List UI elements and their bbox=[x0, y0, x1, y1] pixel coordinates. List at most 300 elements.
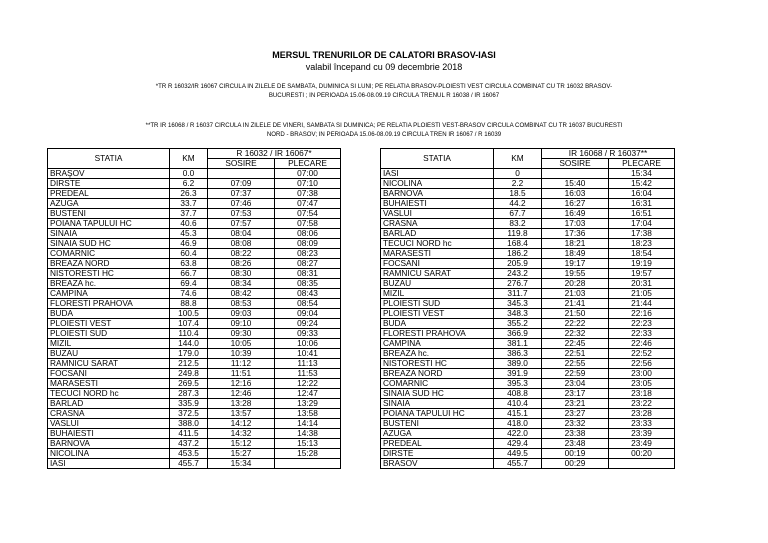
table-row bbox=[48, 209, 341, 219]
arrival-cell: 00:29 bbox=[542, 459, 609, 469]
departure-cell: 15:13 bbox=[275, 439, 341, 449]
timetable-iasi-brasov bbox=[380, 148, 675, 469]
departure-cell: 21:44 bbox=[609, 299, 675, 309]
km-cell: 355.2 bbox=[494, 319, 542, 329]
km-cell: 0.0 bbox=[170, 169, 208, 179]
station-cell: BUDA bbox=[48, 309, 170, 319]
table-row bbox=[48, 259, 341, 269]
km-cell: 119.8 bbox=[494, 229, 542, 239]
arrival-cell: 23:38 bbox=[542, 429, 609, 439]
arrival-cell: 08:04 bbox=[208, 229, 275, 239]
km-cell: 74.6 bbox=[170, 289, 208, 299]
arrival-cell: 10:05 bbox=[208, 339, 275, 349]
km-cell: 411.5 bbox=[170, 429, 208, 439]
arrival-cell: 21:41 bbox=[542, 299, 609, 309]
km-cell: 100.5 bbox=[170, 309, 208, 319]
departure-cell: 14:14 bbox=[275, 419, 341, 429]
station-cell: BARLAD bbox=[381, 229, 494, 239]
km-cell: 372.5 bbox=[170, 409, 208, 419]
table-row bbox=[381, 269, 675, 279]
arrival-cell: 12:46 bbox=[208, 389, 275, 399]
arrival-cell: 22:51 bbox=[542, 349, 609, 359]
km-cell: 83.2 bbox=[494, 219, 542, 229]
departure-cell: 16:04 bbox=[609, 189, 675, 199]
km-cell: 391.9 bbox=[494, 369, 542, 379]
arrival-cell: 13:28 bbox=[208, 399, 275, 409]
km-cell: 144.0 bbox=[170, 339, 208, 349]
table-row bbox=[381, 399, 675, 409]
document-subtitle: valabil începand cu 09 decembrie 2018 bbox=[305, 62, 463, 72]
km-cell: 348.3 bbox=[494, 309, 542, 319]
footnote-1 bbox=[20, 82, 748, 100]
km-cell: 63.8 bbox=[170, 259, 208, 269]
arrival-cell: 16:27 bbox=[542, 199, 609, 209]
departure-cell: 23:22 bbox=[609, 399, 675, 409]
document-title: MERSUL TRENURILOR DE CALATORI BRASOV-IASI bbox=[272, 50, 496, 60]
station-cell: BUHAIESTI bbox=[48, 429, 170, 439]
arrival-cell: 08:53 bbox=[208, 299, 275, 309]
km-cell: 386.3 bbox=[494, 349, 542, 359]
departure-cell: 13:58 bbox=[275, 409, 341, 419]
arrival-cell: 09:10 bbox=[208, 319, 275, 329]
station-cell: PLOIESTI SUD bbox=[48, 329, 170, 339]
station-cell: CAMPINA bbox=[381, 339, 494, 349]
station-cell: SINAIA bbox=[381, 399, 494, 409]
table-row bbox=[48, 359, 341, 369]
timetable-body bbox=[48, 169, 341, 469]
table-row bbox=[381, 199, 675, 209]
station-cell: DIRSTE bbox=[381, 449, 494, 459]
km-cell: 415.1 bbox=[494, 409, 542, 419]
departure-cell: 17:38 bbox=[609, 229, 675, 239]
km-cell: 168.4 bbox=[494, 239, 542, 249]
table-row bbox=[48, 229, 341, 239]
station-cell: NISTORESTI HC bbox=[381, 359, 494, 369]
table-row bbox=[381, 379, 675, 389]
arrival-cell: 22:55 bbox=[542, 359, 609, 369]
table-row bbox=[381, 259, 675, 269]
arrival-cell: 08:34 bbox=[208, 279, 275, 289]
table-row bbox=[381, 209, 675, 219]
departure-cell bbox=[609, 459, 675, 469]
station-cell: POIANA TAPULUI HC bbox=[48, 219, 170, 229]
arrival-cell: 20:28 bbox=[542, 279, 609, 289]
station-cell: BREAZA hc. bbox=[48, 279, 170, 289]
station-cell: COMARNIC bbox=[48, 249, 170, 259]
km-cell: 366.9 bbox=[494, 329, 542, 339]
table-row bbox=[381, 279, 675, 289]
arrival-cell: 08:26 bbox=[208, 259, 275, 269]
table-row bbox=[48, 249, 341, 259]
table-row bbox=[48, 309, 341, 319]
table-row bbox=[381, 179, 675, 189]
arrival-cell: 00:19 bbox=[542, 449, 609, 459]
departure-cell: 15:28 bbox=[275, 449, 341, 459]
table-row bbox=[381, 369, 675, 379]
arrival-cell: 23:21 bbox=[542, 399, 609, 409]
station-cell: BREAZA hc. bbox=[381, 349, 494, 359]
table-row bbox=[381, 429, 675, 439]
table-row bbox=[48, 459, 341, 469]
station-cell: SINAIA SUD HC bbox=[381, 389, 494, 399]
arrival-cell: 21:03 bbox=[542, 289, 609, 299]
arrival-cell: 22:59 bbox=[542, 369, 609, 379]
arrival-cell bbox=[542, 169, 609, 179]
arrival-cell: 11:12 bbox=[208, 359, 275, 369]
departure-cell: 22:16 bbox=[609, 309, 675, 319]
departure-cell: 12:22 bbox=[275, 379, 341, 389]
departure-cell: 07:00 bbox=[275, 169, 341, 179]
departure-cell: 18:23 bbox=[609, 239, 675, 249]
arrival-cell: 15:40 bbox=[542, 179, 609, 189]
table-row bbox=[381, 419, 675, 429]
departure-cell: 09:33 bbox=[275, 329, 341, 339]
station-cell: CAMPINA bbox=[48, 289, 170, 299]
timetable-brasov-iasi bbox=[47, 148, 341, 469]
header-departure: PLECARE bbox=[609, 159, 675, 169]
station-cell: COMARNIC bbox=[381, 379, 494, 389]
station-cell: IASI bbox=[381, 169, 494, 179]
km-cell: 335.9 bbox=[170, 399, 208, 409]
table-row bbox=[48, 439, 341, 449]
table-row bbox=[48, 349, 341, 359]
arrival-cell: 07:53 bbox=[208, 209, 275, 219]
table-row bbox=[48, 449, 341, 459]
departure-cell: 22:33 bbox=[609, 329, 675, 339]
station-cell: BUDA bbox=[381, 319, 494, 329]
table-row bbox=[381, 169, 675, 179]
km-cell: 249.8 bbox=[170, 369, 208, 379]
header-km: KM bbox=[494, 149, 542, 169]
station-cell: AZUGA bbox=[48, 199, 170, 209]
table-row bbox=[48, 179, 341, 189]
station-cell: SINAIA bbox=[48, 229, 170, 239]
table-row bbox=[48, 299, 341, 309]
table-row bbox=[381, 409, 675, 419]
arrival-cell: 18:21 bbox=[542, 239, 609, 249]
km-cell: 110.4 bbox=[170, 329, 208, 339]
arrival-cell: 09:03 bbox=[208, 309, 275, 319]
table-row bbox=[48, 409, 341, 419]
departure-cell: 15:42 bbox=[609, 179, 675, 189]
departure-cell: 15:34 bbox=[609, 169, 675, 179]
km-cell: 455.7 bbox=[170, 459, 208, 469]
station-cell: MIZIL bbox=[48, 339, 170, 349]
table-row bbox=[381, 309, 675, 319]
km-cell: 388.0 bbox=[170, 419, 208, 429]
km-cell: 44.2 bbox=[494, 199, 542, 209]
table-row bbox=[381, 359, 675, 369]
arrival-cell: 16:03 bbox=[542, 189, 609, 199]
arrival-cell: 14:12 bbox=[208, 419, 275, 429]
departure-cell: 09:24 bbox=[275, 319, 341, 329]
table-row bbox=[48, 189, 341, 199]
table-row bbox=[48, 269, 341, 279]
station-cell: NISTORESTI HC bbox=[48, 269, 170, 279]
arrival-cell: 07:57 bbox=[208, 219, 275, 229]
table-row bbox=[48, 339, 341, 349]
station-cell: BRASOV bbox=[381, 459, 494, 469]
departure-cell: 00:20 bbox=[609, 449, 675, 459]
arrival-cell: 18:49 bbox=[542, 249, 609, 259]
header-km: KM bbox=[170, 149, 208, 169]
departure-cell: 19:57 bbox=[609, 269, 675, 279]
arrival-cell: 08:42 bbox=[208, 289, 275, 299]
table-row bbox=[381, 289, 675, 299]
departure-cell: 21:05 bbox=[609, 289, 675, 299]
station-cell: IASI bbox=[48, 459, 170, 469]
km-cell: 410.4 bbox=[494, 399, 542, 409]
table-row bbox=[48, 289, 341, 299]
km-cell: 453.5 bbox=[170, 449, 208, 459]
km-cell: 0 bbox=[494, 169, 542, 179]
departure-cell: 23:49 bbox=[609, 439, 675, 449]
station-cell: RAMNICU SARAT bbox=[381, 269, 494, 279]
departure-cell: 07:38 bbox=[275, 189, 341, 199]
header-station: STATIA bbox=[48, 149, 170, 169]
table-row bbox=[48, 319, 341, 329]
station-cell: FOCSANI bbox=[381, 259, 494, 269]
km-cell: 455.7 bbox=[494, 459, 542, 469]
arrival-cell: 08:08 bbox=[208, 239, 275, 249]
km-cell: 389.0 bbox=[494, 359, 542, 369]
table-row bbox=[48, 199, 341, 209]
arrival-cell: 07:09 bbox=[208, 179, 275, 189]
station-cell: BARLAD bbox=[48, 399, 170, 409]
station-cell: PREDEAL bbox=[381, 439, 494, 449]
arrival-cell: 11:51 bbox=[208, 369, 275, 379]
arrival-cell: 15:34 bbox=[208, 459, 275, 469]
departure-cell: 22:52 bbox=[609, 349, 675, 359]
departure-cell: 16:51 bbox=[609, 209, 675, 219]
station-cell: BUSTENI bbox=[381, 419, 494, 429]
departure-cell: 17:04 bbox=[609, 219, 675, 229]
km-cell: 37.7 bbox=[170, 209, 208, 219]
table-row bbox=[48, 399, 341, 409]
departure-cell: 23:18 bbox=[609, 389, 675, 399]
table-row bbox=[381, 329, 675, 339]
table-row bbox=[48, 329, 341, 339]
arrival-cell: 16:49 bbox=[542, 209, 609, 219]
station-cell: MARASESTI bbox=[381, 249, 494, 259]
departure-cell: 10:06 bbox=[275, 339, 341, 349]
departure-cell: 08:23 bbox=[275, 249, 341, 259]
km-cell: 18.5 bbox=[494, 189, 542, 199]
km-cell: 422.0 bbox=[494, 429, 542, 439]
station-cell: PLOIESTI VEST bbox=[381, 309, 494, 319]
table-row bbox=[48, 419, 341, 429]
arrival-cell: 23:17 bbox=[542, 389, 609, 399]
km-cell: 287.3 bbox=[170, 389, 208, 399]
arrival-cell: 17:03 bbox=[542, 219, 609, 229]
departure-cell: 11:13 bbox=[275, 359, 341, 369]
km-cell: 449.5 bbox=[494, 449, 542, 459]
footnote-1-line-2: BUCURESTI ; IN PERIOADA 15.06-08.09.19 CIRCULA TRENUL R 16038 / IR 16067 bbox=[268, 92, 500, 99]
station-cell: MIZIL bbox=[381, 289, 494, 299]
km-cell: 46.9 bbox=[170, 239, 208, 249]
km-cell: 67.7 bbox=[494, 209, 542, 219]
km-cell: 60.4 bbox=[170, 249, 208, 259]
arrival-cell bbox=[208, 169, 275, 179]
station-cell: RAMNICU SARAT bbox=[48, 359, 170, 369]
km-cell: 429.4 bbox=[494, 439, 542, 449]
table-row bbox=[381, 319, 675, 329]
km-cell: 212.5 bbox=[170, 359, 208, 369]
departure-cell: 08:31 bbox=[275, 269, 341, 279]
station-cell: TECUCI NORD hc bbox=[48, 389, 170, 399]
departure-cell: 23:00 bbox=[609, 369, 675, 379]
departure-cell: 08:54 bbox=[275, 299, 341, 309]
station-cell: CRASNA bbox=[48, 409, 170, 419]
km-cell: 66.7 bbox=[170, 269, 208, 279]
departure-cell: 07:47 bbox=[275, 199, 341, 209]
departure-cell: 07:54 bbox=[275, 209, 341, 219]
km-cell: 6.2 bbox=[170, 179, 208, 189]
header-departure: PLECARE bbox=[275, 159, 341, 169]
departure-cell bbox=[275, 459, 341, 469]
station-cell: BUZAU bbox=[381, 279, 494, 289]
km-cell: 33.7 bbox=[170, 199, 208, 209]
station-cell: TECUCI NORD hc bbox=[381, 239, 494, 249]
km-cell: 179.0 bbox=[170, 349, 208, 359]
departure-cell: 16:31 bbox=[609, 199, 675, 209]
departure-cell: 18:54 bbox=[609, 249, 675, 259]
station-cell: PLOIESTI SUD bbox=[381, 299, 494, 309]
departure-cell: 08:35 bbox=[275, 279, 341, 289]
table-row bbox=[381, 219, 675, 229]
arrival-cell: 10:39 bbox=[208, 349, 275, 359]
departure-cell: 23:28 bbox=[609, 409, 675, 419]
header-arrival: SOSIRE bbox=[208, 159, 275, 169]
arrival-cell: 08:22 bbox=[208, 249, 275, 259]
station-cell: FOCSANI bbox=[48, 369, 170, 379]
arrival-cell: 08:30 bbox=[208, 269, 275, 279]
km-cell: 2.2 bbox=[494, 179, 542, 189]
footnote-2-line-1: **TR IR 16068 / R 16037 CIRCULA IN ZILELE DE VINERI, SAMBATA SI DUMINICA; PE RELATIA PLOIESTI VEST-BRASOV CIRCULA COMBINAT CU TR 16037 BUCURESTI bbox=[145, 122, 623, 129]
arrival-cell: 07:37 bbox=[208, 189, 275, 199]
km-cell: 437.2 bbox=[170, 439, 208, 449]
station-cell: BARNOVA bbox=[48, 439, 170, 449]
table-row bbox=[48, 219, 341, 229]
footnote-2 bbox=[20, 121, 748, 139]
arrival-cell: 12:16 bbox=[208, 379, 275, 389]
arrival-cell: 15:27 bbox=[208, 449, 275, 459]
departure-cell: 23:33 bbox=[609, 419, 675, 429]
km-cell: 381.1 bbox=[494, 339, 542, 349]
table-row bbox=[381, 439, 675, 449]
station-cell: BUHAIESTI bbox=[381, 199, 494, 209]
arrival-cell: 22:45 bbox=[542, 339, 609, 349]
departure-cell: 23:39 bbox=[609, 429, 675, 439]
header-train-number: IR 16068 / R 16037** bbox=[542, 149, 675, 159]
footnote-1-line-1: *TR R 16032/IR 16067 CIRCULA IN ZILELE DE SAMBATA, DUMINICA SI LUNI; PE RELATIA BRASOV-PLOIESTI VEST CIRCULA COMBINAT CU TR 16032 BRASOV- bbox=[155, 83, 613, 90]
header-arrival: SOSIRE bbox=[542, 159, 609, 169]
arrival-cell: 13:57 bbox=[208, 409, 275, 419]
departure-cell: 08:09 bbox=[275, 239, 341, 249]
station-cell: DIRSTE bbox=[48, 179, 170, 189]
station-cell: BREAZA NORD bbox=[48, 259, 170, 269]
table-row bbox=[381, 229, 675, 239]
station-cell: MARASESTI bbox=[48, 379, 170, 389]
arrival-cell: 17:36 bbox=[542, 229, 609, 239]
header-train-number: R 16032 / IR 16067* bbox=[208, 149, 341, 159]
station-cell: BREAZA NORD bbox=[381, 369, 494, 379]
arrival-cell: 23:04 bbox=[542, 379, 609, 389]
departure-cell: 22:46 bbox=[609, 339, 675, 349]
km-cell: 311.7 bbox=[494, 289, 542, 299]
km-cell: 269.5 bbox=[170, 379, 208, 389]
arrival-cell: 23:27 bbox=[542, 409, 609, 419]
table-row bbox=[381, 239, 675, 249]
km-cell: 186.2 bbox=[494, 249, 542, 259]
departure-cell: 19:19 bbox=[609, 259, 675, 269]
km-cell: 408.8 bbox=[494, 389, 542, 399]
departure-cell: 07:58 bbox=[275, 219, 341, 229]
station-cell: NICOLINA bbox=[48, 449, 170, 459]
km-cell: 88.8 bbox=[170, 299, 208, 309]
station-cell: PREDEAL bbox=[48, 189, 170, 199]
departure-cell: 07:10 bbox=[275, 179, 341, 189]
arrival-cell: 19:17 bbox=[542, 259, 609, 269]
departure-cell: 08:43 bbox=[275, 289, 341, 299]
station-cell: PLOIESTI VEST bbox=[48, 319, 170, 329]
km-cell: 243.2 bbox=[494, 269, 542, 279]
table-row bbox=[381, 249, 675, 259]
arrival-cell: 23:48 bbox=[542, 439, 609, 449]
footnote-2-line-2: NORD - BRASOV; IN PERIOADA 15.06-08.09.19 CIRCULA TREN IR 16067 / R 16039 bbox=[266, 131, 502, 138]
km-cell: 395.3 bbox=[494, 379, 542, 389]
km-cell: 107.4 bbox=[170, 319, 208, 329]
station-cell: FLORESTI PRAHOVA bbox=[48, 299, 170, 309]
departure-cell: 22:56 bbox=[609, 359, 675, 369]
station-cell: BUSTENI bbox=[48, 209, 170, 219]
station-cell: FLORESTI PRAHOVA bbox=[381, 329, 494, 339]
table-row bbox=[381, 339, 675, 349]
station-cell: BARNOVA bbox=[381, 189, 494, 199]
arrival-cell: 19:55 bbox=[542, 269, 609, 279]
km-cell: 345.3 bbox=[494, 299, 542, 309]
timetable-body bbox=[381, 169, 675, 469]
table-row bbox=[381, 459, 675, 469]
station-cell: CRASNA bbox=[381, 219, 494, 229]
station-cell: POIANA TAPULUI HC bbox=[381, 409, 494, 419]
table-row bbox=[381, 299, 675, 309]
table-row bbox=[48, 239, 341, 249]
km-cell: 205.9 bbox=[494, 259, 542, 269]
table-row bbox=[48, 429, 341, 439]
table-row bbox=[48, 389, 341, 399]
table-row bbox=[381, 349, 675, 359]
km-cell: 276.7 bbox=[494, 279, 542, 289]
arrival-cell: 23:32 bbox=[542, 419, 609, 429]
table-row bbox=[48, 369, 341, 379]
arrival-cell: 22:22 bbox=[542, 319, 609, 329]
arrival-cell: 14:32 bbox=[208, 429, 275, 439]
table-row bbox=[381, 449, 675, 459]
arrival-cell: 07:46 bbox=[208, 199, 275, 209]
km-cell: 418.0 bbox=[494, 419, 542, 429]
station-cell: SINAIA SUD HC bbox=[48, 239, 170, 249]
arrival-cell: 22:32 bbox=[542, 329, 609, 339]
arrival-cell: 15:12 bbox=[208, 439, 275, 449]
station-cell: VASLUI bbox=[48, 419, 170, 429]
departure-cell: 22:23 bbox=[609, 319, 675, 329]
station-cell: AZUGA bbox=[381, 429, 494, 439]
departure-cell: 14:38 bbox=[275, 429, 341, 439]
station-cell: BUZAU bbox=[48, 349, 170, 359]
table-row bbox=[381, 389, 675, 399]
departure-cell: 13:29 bbox=[275, 399, 341, 409]
